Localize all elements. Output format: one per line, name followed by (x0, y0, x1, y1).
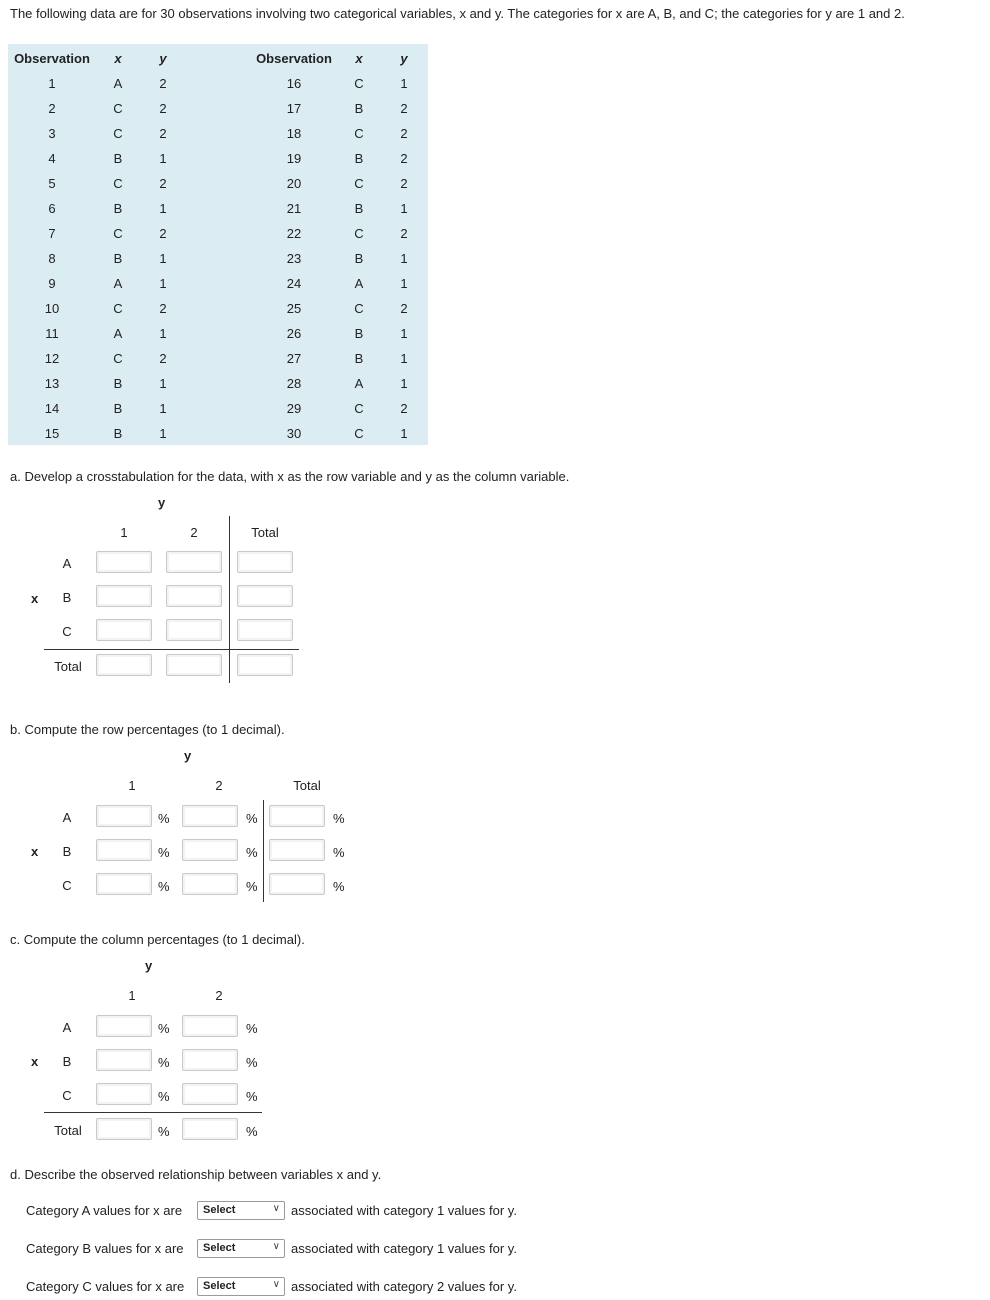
percent-sign: % (333, 845, 345, 860)
observation-number: 14 (44, 401, 60, 416)
observation-number: 11 (45, 326, 59, 341)
x-value: C (113, 101, 123, 116)
observation-number: 7 (48, 226, 56, 241)
x-value: B (113, 151, 123, 166)
x-value: C (113, 176, 123, 191)
observation-number: 12 (44, 351, 60, 366)
x-value: A (113, 76, 123, 91)
row-label: B (62, 844, 72, 859)
observation-number: 28 (286, 376, 302, 391)
y-value: 2 (400, 301, 408, 316)
row-label: C (62, 878, 72, 893)
column-label: 1 (128, 778, 136, 793)
part-d-title: d. Describe the observed relationship between variables x and y. (10, 1167, 382, 1182)
column-label: 2 (190, 525, 198, 540)
y-value: 1 (400, 251, 408, 266)
crosstab-input[interactable] (166, 585, 222, 607)
column-label: 1 (128, 988, 136, 1003)
row-label: C (62, 1088, 72, 1103)
observation-number: 8 (48, 251, 56, 266)
header-x: x (114, 51, 122, 66)
relationship-select[interactable] (197, 1239, 285, 1258)
y-value: 1 (400, 326, 408, 341)
column-percent-input[interactable] (96, 1118, 152, 1140)
y-value: 2 (400, 176, 408, 191)
x-value: A (113, 276, 123, 291)
percent-sign: % (333, 811, 345, 826)
y-value: 2 (159, 351, 167, 366)
observation-number: 25 (286, 301, 302, 316)
crosstab-input[interactable] (237, 585, 293, 607)
x-value: C (354, 176, 364, 191)
part-c-title: c. Compute the column percentages (to 1 decimal). (10, 932, 305, 947)
y-axis-label: y (145, 958, 153, 973)
row-divider (44, 649, 299, 650)
chevron-down-icon: ∨ (272, 1241, 280, 1252)
x-axis-label: x (31, 844, 39, 859)
intro-text: The following data are for 30 observations involving two categorical variables, x and y. The categories for x are A, B, and C; the categories for y are 1 and 2. (10, 6, 905, 21)
row-percent-input[interactable] (96, 805, 152, 827)
y-value: 1 (400, 76, 408, 91)
column-label: 2 (215, 778, 223, 793)
select-label: Select (203, 1280, 236, 1292)
header-observation: Observation (256, 51, 332, 66)
select-label: Select (203, 1204, 236, 1216)
column-label: 1 (120, 525, 128, 540)
select-label: Select (203, 1242, 236, 1254)
percent-sign: % (158, 1124, 170, 1139)
x-value: B (354, 201, 364, 216)
crosstab-input[interactable] (96, 551, 152, 573)
sentence-prefix: Category C values for x are (26, 1279, 185, 1294)
column-percent-input[interactable] (96, 1049, 152, 1071)
observation-number: 18 (286, 126, 302, 141)
sentence-prefix: Category B values for x are (26, 1241, 184, 1256)
row-percent-input[interactable] (269, 839, 325, 861)
observation-number: 17 (286, 101, 302, 116)
y-value: 2 (400, 126, 408, 141)
row-label: Total (54, 659, 82, 674)
header-y: y (400, 51, 408, 66)
sentence-prefix: Category A values for x are (26, 1203, 183, 1218)
observation-number: 1 (48, 76, 56, 91)
y-axis-label: y (158, 495, 166, 510)
x-value: A (354, 376, 364, 391)
percent-sign: % (246, 1124, 258, 1139)
y-value: 1 (400, 426, 408, 441)
x-value: B (354, 151, 364, 166)
percent-sign: % (158, 879, 170, 894)
percent-sign: % (158, 845, 170, 860)
observation-number: 13 (44, 376, 60, 391)
percent-sign: % (158, 1089, 170, 1104)
observation-number: 3 (48, 126, 56, 141)
y-value: 1 (159, 201, 167, 216)
relationship-select[interactable] (197, 1201, 285, 1220)
observation-number: 6 (48, 201, 56, 216)
column-label: 2 (215, 988, 223, 1003)
observation-number: 9 (48, 276, 56, 291)
x-value: A (113, 326, 123, 341)
x-value: C (113, 126, 123, 141)
row-label: C (62, 624, 72, 639)
x-value: C (113, 301, 123, 316)
y-value: 1 (400, 276, 408, 291)
row-label: A (62, 810, 72, 825)
row-percent-input[interactable] (269, 805, 325, 827)
percent-sign: % (246, 1021, 258, 1036)
observation-number: 4 (48, 151, 56, 166)
y-value: 1 (400, 201, 408, 216)
row-label: B (62, 1054, 72, 1069)
observation-number: 16 (286, 76, 302, 91)
observation-number: 26 (286, 326, 302, 341)
y-value: 2 (159, 101, 167, 116)
y-value: 2 (159, 301, 167, 316)
y-value: 1 (159, 401, 167, 416)
x-value: B (354, 101, 364, 116)
x-value: C (354, 76, 364, 91)
row-percent-input[interactable] (182, 805, 238, 827)
percent-sign: % (246, 811, 258, 826)
crosstab-input[interactable] (237, 551, 293, 573)
y-value: 2 (400, 226, 408, 241)
y-value: 1 (159, 426, 167, 441)
y-axis-label: y (184, 748, 192, 763)
percent-sign: % (158, 1055, 170, 1070)
x-value: C (354, 426, 364, 441)
crosstab-input[interactable] (96, 619, 152, 641)
observation-number: 27 (286, 351, 302, 366)
y-value: 2 (400, 401, 408, 416)
y-value: 1 (159, 326, 167, 341)
header-y: y (159, 51, 167, 66)
x-value: B (354, 351, 364, 366)
y-value: 1 (159, 276, 167, 291)
percent-sign: % (333, 879, 345, 894)
row-percent-input[interactable] (269, 873, 325, 895)
x-value: B (113, 201, 123, 216)
column-percent-input[interactable] (182, 1118, 238, 1140)
x-value: C (113, 351, 123, 366)
observation-number: 24 (286, 276, 302, 291)
y-value: 2 (159, 176, 167, 191)
y-value: 1 (159, 151, 167, 166)
y-value: 2 (159, 76, 167, 91)
sentence-suffix: associated with category 1 values for y. (291, 1203, 517, 1218)
header-observation: Observation (14, 51, 90, 66)
percent-sign: % (158, 811, 170, 826)
column-percent-input[interactable] (96, 1083, 152, 1105)
observation-number: 22 (286, 226, 302, 241)
percent-sign: % (246, 879, 258, 894)
row-label: Total (54, 1123, 82, 1138)
x-value: A (354, 276, 364, 291)
crosstab-input[interactable] (237, 619, 293, 641)
row-percent-input[interactable] (182, 839, 238, 861)
chevron-down-icon: ∨ (272, 1203, 280, 1214)
observation-number: 10 (44, 301, 60, 316)
sentence-suffix: associated with category 2 values for y. (291, 1279, 517, 1294)
x-value: B (113, 376, 123, 391)
y-value: 1 (159, 376, 167, 391)
x-value: B (113, 401, 123, 416)
column-label: Total (251, 525, 279, 540)
row-divider (44, 1112, 262, 1113)
column-percent-input[interactable] (182, 1083, 238, 1105)
row-label: A (62, 556, 72, 571)
part-a-title: a. Develop a crosstabulation for the data, with x as the row variable and y as the column variable. (10, 469, 570, 484)
x-axis-label: x (31, 1054, 39, 1069)
x-value: B (354, 251, 364, 266)
observation-number: 30 (286, 426, 302, 441)
row-label: A (62, 1020, 72, 1035)
observation-number: 20 (286, 176, 302, 191)
row-label: B (62, 590, 72, 605)
x-value: C (354, 301, 364, 316)
percent-sign: % (246, 1055, 258, 1070)
relationship-select[interactable] (197, 1277, 285, 1296)
observation-number: 15 (44, 426, 60, 441)
crosstab-input[interactable] (166, 619, 222, 641)
observation-number: 29 (286, 401, 302, 416)
row-percent-input[interactable] (182, 873, 238, 895)
crosstab-input[interactable] (166, 551, 222, 573)
y-value: 2 (400, 151, 408, 166)
y-value: 1 (400, 351, 408, 366)
column-percent-input[interactable] (182, 1049, 238, 1071)
percent-sign: % (158, 1021, 170, 1036)
part-b-title: b. Compute the row percentages (to 1 decimal). (10, 722, 285, 737)
header-x: x (355, 51, 363, 66)
x-value: C (354, 126, 364, 141)
y-value: 2 (159, 226, 167, 241)
y-value: 2 (159, 126, 167, 141)
x-value: C (354, 226, 364, 241)
row-percent-input[interactable] (96, 839, 152, 861)
percent-sign: % (246, 845, 258, 860)
x-value: B (113, 251, 123, 266)
x-axis-label: x (31, 591, 39, 606)
x-value: C (113, 226, 123, 241)
row-percent-input[interactable] (96, 873, 152, 895)
crosstab-input[interactable] (96, 654, 152, 676)
x-value: B (354, 326, 364, 341)
column-percent-input[interactable] (96, 1015, 152, 1037)
crosstab-input[interactable] (96, 585, 152, 607)
observation-number: 21 (286, 201, 302, 216)
column-divider (263, 800, 264, 902)
y-value: 2 (400, 101, 408, 116)
x-value: B (113, 426, 123, 441)
chevron-down-icon: ∨ (272, 1279, 280, 1290)
column-divider (229, 516, 230, 683)
observation-number: 23 (286, 251, 302, 266)
column-label: Total (293, 778, 321, 793)
x-value: C (354, 401, 364, 416)
observation-number: 5 (48, 176, 56, 191)
column-percent-input[interactable] (182, 1015, 238, 1037)
crosstab-input[interactable] (237, 654, 293, 676)
y-value: 1 (400, 376, 408, 391)
observation-number: 19 (286, 151, 302, 166)
observation-number: 2 (48, 101, 56, 116)
y-value: 1 (159, 251, 167, 266)
sentence-suffix: associated with category 1 values for y. (291, 1241, 517, 1256)
percent-sign: % (246, 1089, 258, 1104)
crosstab-input[interactable] (166, 654, 222, 676)
